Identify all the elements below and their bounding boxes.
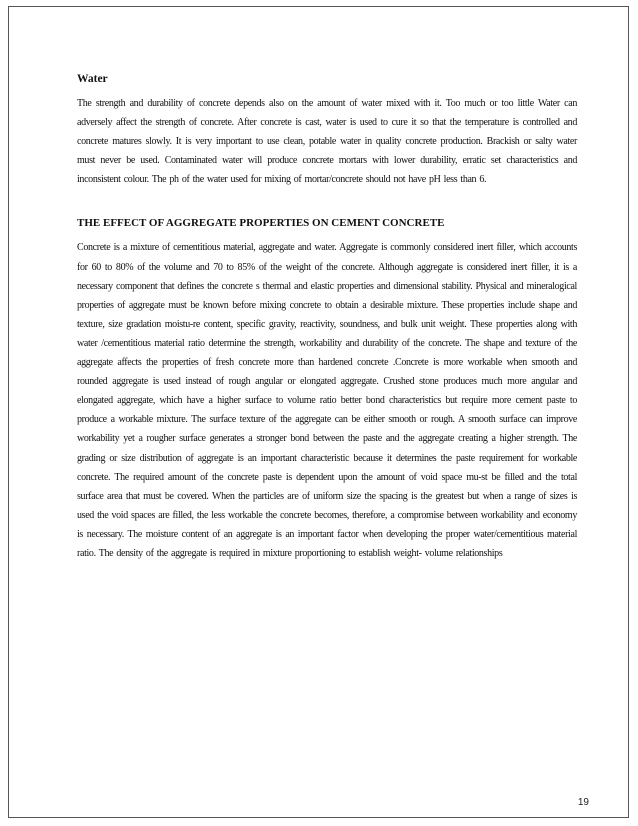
water-paragraph: The strength and durability of concrete depends also on the amount of water mixed with it. Too much or too little Water can adversely affect the strength of concrete. After concrete is cast, water is used to cure it so that the temperature is controlled and concrete matures slowly. It is very important to use clean, potable water in quality concrete production. Brackish or salty water must never be used. Contaminated water will produce concrete mortars with lower durability, erratic set characteristics and inconsistent colour. The ph of the water used for mixing of mortar/concrete should not have pH less than 6. [77, 98, 577, 186]
water-heading: Water [77, 73, 108, 85]
aggregate-paragraph: Concrete is a mixture of cementitious material, aggregate and water. Aggregate is commonly considered inert filler, which accounts for 60 to 80% of the volume and 70 to 85% of the weight of the concrete. Although aggregate is considered inert filler, it is a necessary component that defines the concrete s thermal and elastic properties and dimensional stability. Physical and mineralogical properties of aggregate must be known before mixing concrete to obtain a desirable mixture. These properties include shape and texture, size gradation moistu-re content, specific gravity, reactivity, soundness, and bulk unit weight. These properties along with water /cementitious material ratio determine the strength, workability and durability of the concrete. The shape and texture of the aggregate affects the properties of fresh concrete more than hardened concrete .Concrete is more workable when smooth and rounded aggregate is used instead of rough angular or elongated aggregate. Crushed stone produces much more angular and elongated aggregate, which have a higher surface to volume ratio better bond characteristics but require more cement paste to produce a workable mixture. The surface texture of the aggregate can be either smooth or rough. A smooth surface can improve workability yet a rougher surface generates a stronger bond between the paste and the aggregate creating a higher strength. The grading or size distribution of aggregate is an important characteristic because it determines the paste requirement for workable concrete. The required amount of the concrete paste is dependent upon the amount of void space mu-st be filled and the total surface area that must be covered. When the particles are of uniform size the spacing is the greatest but when a range of sizes is used the void spaces are filled, the less workable the concrete becomes, therefore, a compromise between workability and economy is necessary. The moisture content of an aggregate is an important factor when developing the proper water/cementitious material ratio. The density of the aggregate is required in mixture proportioning to establish weight- volume relationships [77, 242, 577, 559]
page-content [77, 73, 577, 563]
aggregate-heading: THE EFFECT OF AGGREGATE PROPERTIES ON CEMENT CONCRETE [77, 217, 445, 230]
page-number: 19 [577, 797, 589, 808]
document-page [8, 6, 629, 818]
